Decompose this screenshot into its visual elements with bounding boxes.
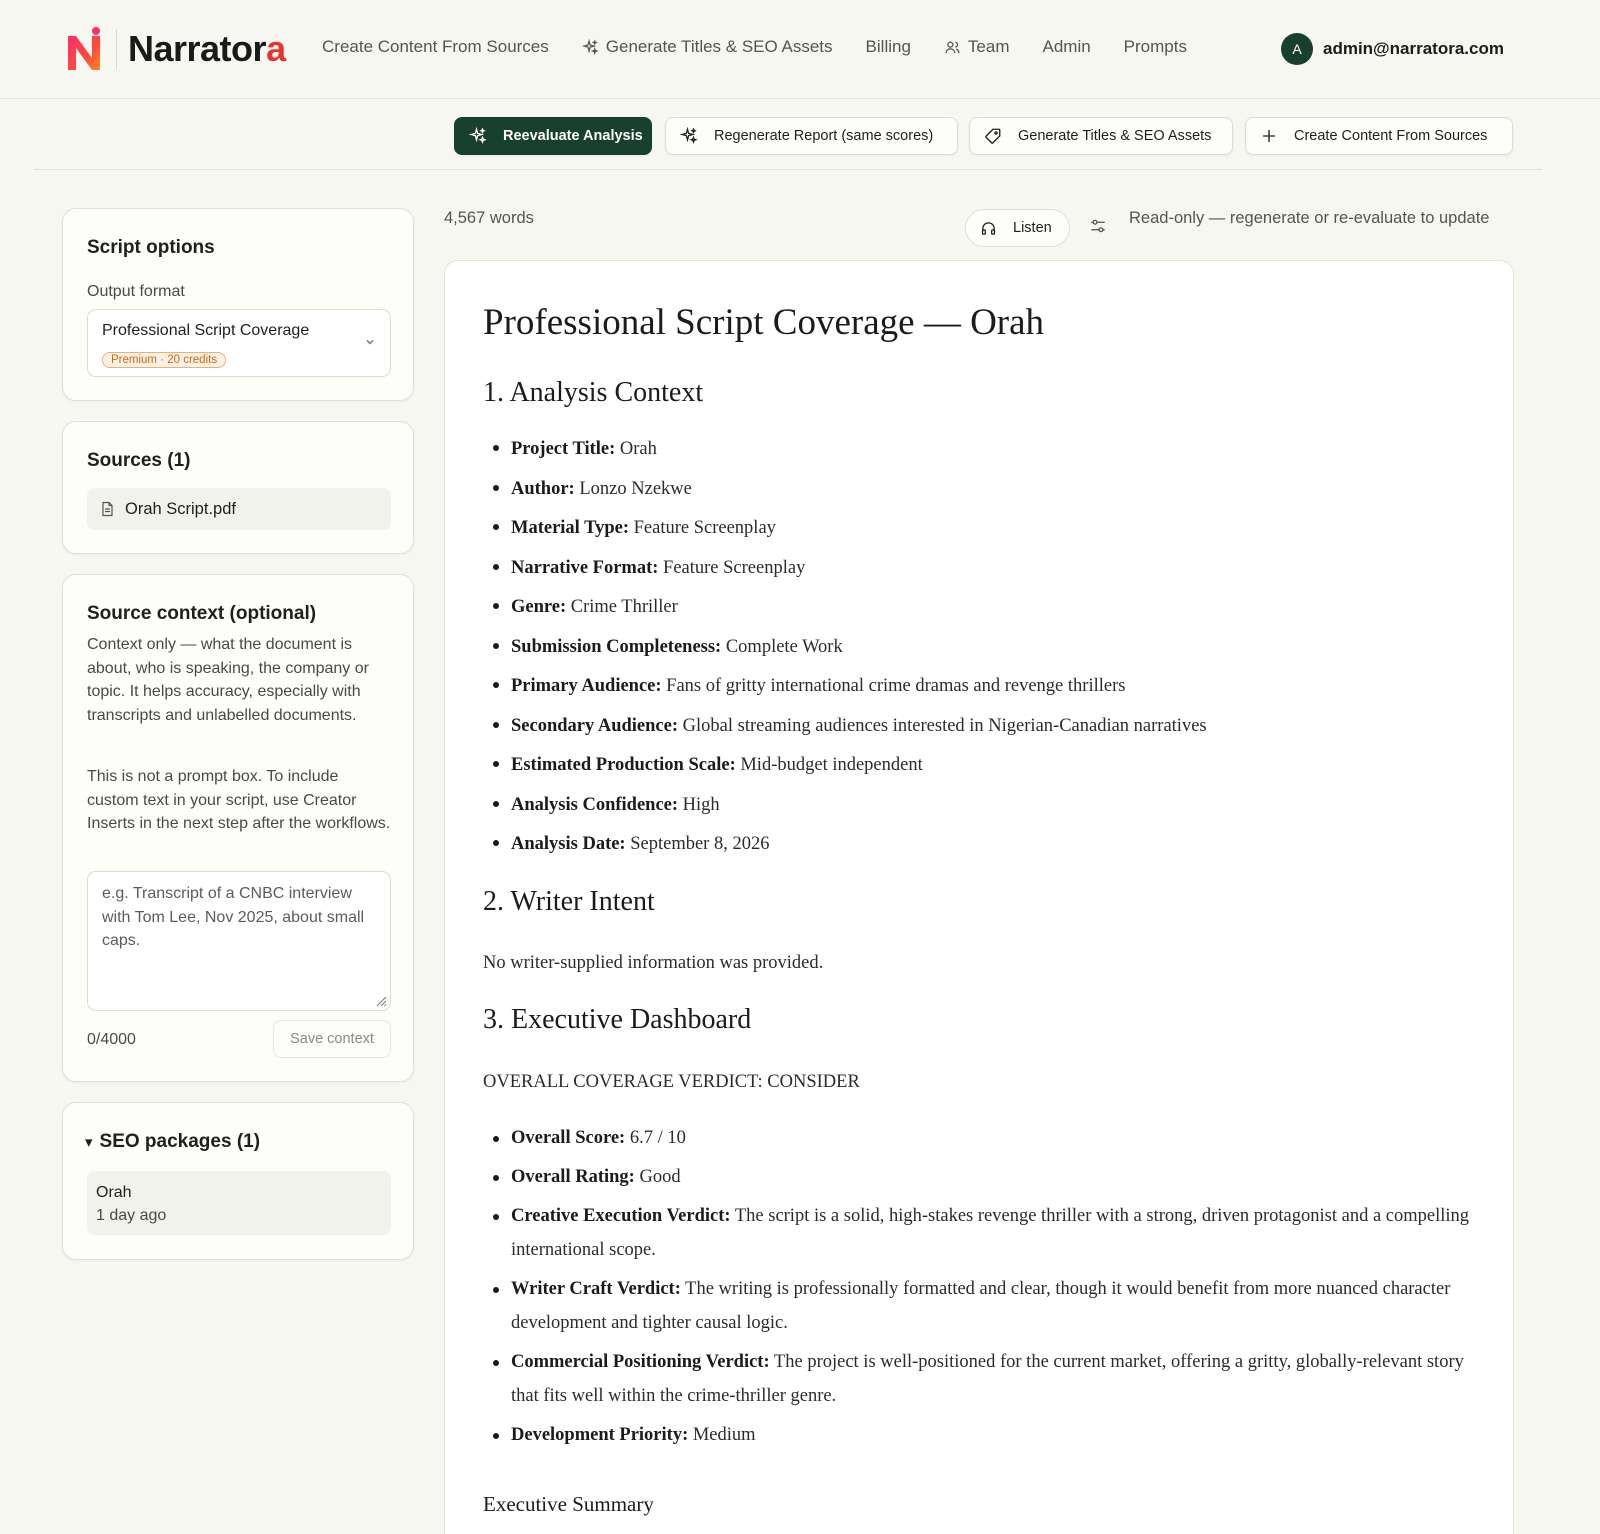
- analysis-context-item: [483, 667, 1473, 707]
- dashboard-item-key: Overall Score:: [511, 1128, 626, 1148]
- dashboard-item-value: 6.7 / 10: [625, 1128, 686, 1148]
- nav-generate-titles[interactable]: Generate Titles & SEO Assets: [582, 37, 833, 57]
- output-format-label: Output format: [87, 283, 185, 300]
- brand-name: Narratora: [128, 28, 286, 69]
- reevaluate-label: Reevaluate Analysis: [503, 128, 643, 144]
- dashboard-item-value: Good: [634, 1167, 681, 1187]
- nav-billing[interactable]: Billing: [865, 37, 911, 56]
- analysis-context-item: [483, 430, 1473, 470]
- source-context-input[interactable]: [87, 871, 391, 1011]
- avatar: A: [1281, 33, 1313, 65]
- script-options-card: [62, 208, 414, 401]
- nav-prompts[interactable]: Prompts: [1123, 37, 1187, 56]
- dashboard-item: [483, 1272, 1473, 1340]
- nav-team[interactable]: Team: [944, 37, 1010, 57]
- headphones-icon: [980, 220, 997, 237]
- sliders-icon[interactable]: [1089, 217, 1107, 235]
- dashboard-item-value: Medium: [688, 1425, 756, 1445]
- dashboard-item-key: Development Priority:: [511, 1425, 689, 1445]
- output-format-value: Professional Script Coverage: [102, 322, 310, 339]
- dashboard-item-value: The writing is professionally formatted and clear, though it would benefit from more nuanced character development and tighter causal logic.: [511, 1279, 1451, 1333]
- reevaluate-analysis-button[interactable]: [454, 117, 652, 155]
- regenerate-label: Regenerate Report (same scores): [714, 128, 934, 144]
- analysis-context-item-key: Analysis Confidence:: [511, 794, 679, 815]
- dashboard-item: [483, 1199, 1473, 1267]
- output-format-select[interactable]: [87, 309, 391, 377]
- document-title: Professional Script Coverage — Orah: [483, 302, 1045, 343]
- source-file-name: Orah Script.pdf: [125, 499, 236, 518]
- read-only-note: Read-only — regenerate or re-evaluate to update: [1129, 209, 1490, 227]
- sources-card: [62, 421, 414, 554]
- seo-package-item[interactable]: [87, 1171, 391, 1235]
- logo-divider: [116, 29, 117, 69]
- character-counter: 0/4000: [87, 1031, 136, 1048]
- dashboard-item-key: Commercial Positioning Verdict:: [511, 1352, 770, 1372]
- action-bar: [34, 99, 1542, 170]
- create-content-label: Create Content From Sources: [1294, 128, 1488, 144]
- analysis-context-item: [483, 825, 1473, 865]
- analysis-context-item-value: Orah: [615, 439, 657, 459]
- listen-button[interactable]: [965, 209, 1070, 247]
- dashboard-item: [483, 1345, 1473, 1413]
- analysis-context-item-value: Crime Thriller: [566, 597, 678, 617]
- section-writer-intent-heading: 2. Writer Intent: [483, 886, 655, 917]
- dashboard-item: [483, 1160, 1473, 1194]
- narratora-logo-icon: [64, 26, 104, 72]
- dashboard-item: [483, 1121, 1473, 1155]
- analysis-context-item: [483, 786, 1473, 826]
- executive-dashboard-list: [483, 1121, 1473, 1457]
- source-context-note: This is not a prompt box. To include custom text in your script, use Creator Inserts in the next step after the workflows.: [87, 768, 391, 832]
- analysis-context-item: [483, 549, 1473, 589]
- nav-create-content[interactable]: Create Content From Sources: [322, 37, 549, 56]
- sparkle-icon: [582, 39, 599, 56]
- analysis-context-item: [483, 588, 1473, 628]
- seo-packages-title: SEO packages (1): [99, 1131, 261, 1152]
- analysis-context-item-value: Global streaming audiences interested in Nigerian-Canadian narratives: [678, 715, 1207, 736]
- source-context-card: [62, 574, 414, 1082]
- dashboard-item-key: Creative Execution Verdict:: [511, 1206, 731, 1226]
- nav-links: [322, 37, 1220, 57]
- source-file-item[interactable]: [87, 488, 391, 530]
- plus-icon: [1260, 127, 1278, 145]
- premium-badge: Premium · 20 credits: [102, 352, 226, 368]
- analysis-context-item: [483, 746, 1473, 786]
- analysis-context-item-key: Narrative Format:: [511, 557, 659, 578]
- coverage-document: [444, 260, 1514, 1534]
- section-analysis-context-heading: 1. Analysis Context: [483, 377, 704, 408]
- analysis-context-item-key: Project Title:: [511, 439, 616, 459]
- dashboard-item-key: Overall Rating:: [511, 1167, 635, 1187]
- analysis-context-item: [483, 707, 1473, 747]
- document-icon: [99, 501, 115, 517]
- source-context-description: Context only — what the document is about, who is speaking, the company or topic. It helps accuracy, especially with transcripts and unlabelled documents.: [87, 636, 369, 724]
- seo-package-time: 1 day ago: [96, 1207, 167, 1224]
- analysis-context-item: [483, 628, 1473, 668]
- generate-titles-label: Generate Titles & SEO Assets: [1018, 128, 1212, 144]
- analysis-context-item-key: Submission Completeness:: [511, 636, 722, 657]
- coverage-verdict-line: OVERALL COVERAGE VERDICT: CONSIDER: [483, 1072, 860, 1092]
- analysis-context-item-value: Mid-budget independent: [735, 755, 923, 775]
- analysis-context-item-key: Primary Audience:: [511, 676, 662, 696]
- section-executive-dashboard-heading: 3. Executive Dashboard: [483, 1004, 752, 1035]
- create-content-button[interactable]: [1245, 117, 1513, 155]
- analysis-context-item-value: Feature Screenplay: [658, 557, 806, 578]
- analysis-context-item-value: Fans of gritty international crime dramas and revenge thrillers: [661, 676, 1126, 696]
- save-context-button[interactable]: Save context: [273, 1020, 391, 1058]
- user-menu[interactable]: [1281, 33, 1504, 65]
- writer-intent-text: No writer-supplied information was provided.: [483, 953, 824, 973]
- dashboard-item-value: The project is well-positioned for the current market, offering a gritty, globally-relevant story that fits well within the crime-thriller genre.: [511, 1352, 1464, 1406]
- brand-logo[interactable]: [64, 26, 286, 72]
- seo-packages-toggle[interactable]: [85, 1131, 260, 1153]
- chevron-down-icon: [364, 336, 376, 348]
- analysis-context-item-key: Material Type:: [511, 518, 629, 538]
- analysis-context-item-value: Feature Screenplay: [629, 518, 776, 538]
- seo-packages-card: [62, 1102, 414, 1260]
- word-count: 4,567 words: [444, 209, 534, 227]
- analysis-context-item-key: Estimated Production Scale:: [511, 755, 736, 775]
- analysis-context-item-value: High: [678, 794, 720, 815]
- executive-summary-heading: Executive Summary: [483, 1492, 654, 1516]
- sparkle-icon: [680, 127, 698, 145]
- seo-package-title: Orah: [96, 1184, 132, 1201]
- analysis-context-item-key: Analysis Date:: [511, 834, 626, 854]
- analysis-context-item-key: Secondary Audience:: [511, 715, 679, 736]
- analysis-context-item-value: September 8, 2026: [625, 834, 770, 854]
- nav-admin[interactable]: Admin: [1042, 37, 1091, 56]
- tag-icon: [984, 127, 1002, 145]
- resize-grip-icon[interactable]: [375, 995, 387, 1007]
- analysis-context-item: [483, 470, 1473, 510]
- generate-titles-button[interactable]: [969, 117, 1233, 155]
- user-email: admin@narratora.com: [1323, 39, 1504, 58]
- sparkle-icon: [469, 127, 487, 145]
- dashboard-item-key: Writer Craft Verdict:: [511, 1279, 681, 1299]
- analysis-context-item-key: Author:: [511, 478, 575, 499]
- users-icon: [944, 39, 961, 56]
- disclosure-triangle-icon: ▾: [85, 1134, 93, 1151]
- analysis-context-item: [483, 509, 1473, 549]
- sources-title: Sources (1): [87, 450, 191, 471]
- dashboard-item-value: The script is a solid, high-stakes revenge thriller with a strong, driven protagonist and a compelling international scope.: [511, 1206, 1470, 1260]
- listen-label: Listen: [1013, 220, 1052, 236]
- script-options-title: Script options: [87, 237, 215, 258]
- source-context-title: Source context (optional): [87, 603, 317, 624]
- analysis-context-item-key: Genre:: [511, 597, 567, 617]
- top-navigation: [0, 0, 1600, 99]
- analysis-context-item-value: Complete Work: [721, 636, 843, 657]
- dashboard-item: [483, 1418, 1473, 1452]
- regenerate-report-button[interactable]: [665, 117, 958, 155]
- analysis-context-list: [483, 430, 1473, 865]
- analysis-context-item-value: Lonzo Nzekwe: [574, 478, 692, 499]
